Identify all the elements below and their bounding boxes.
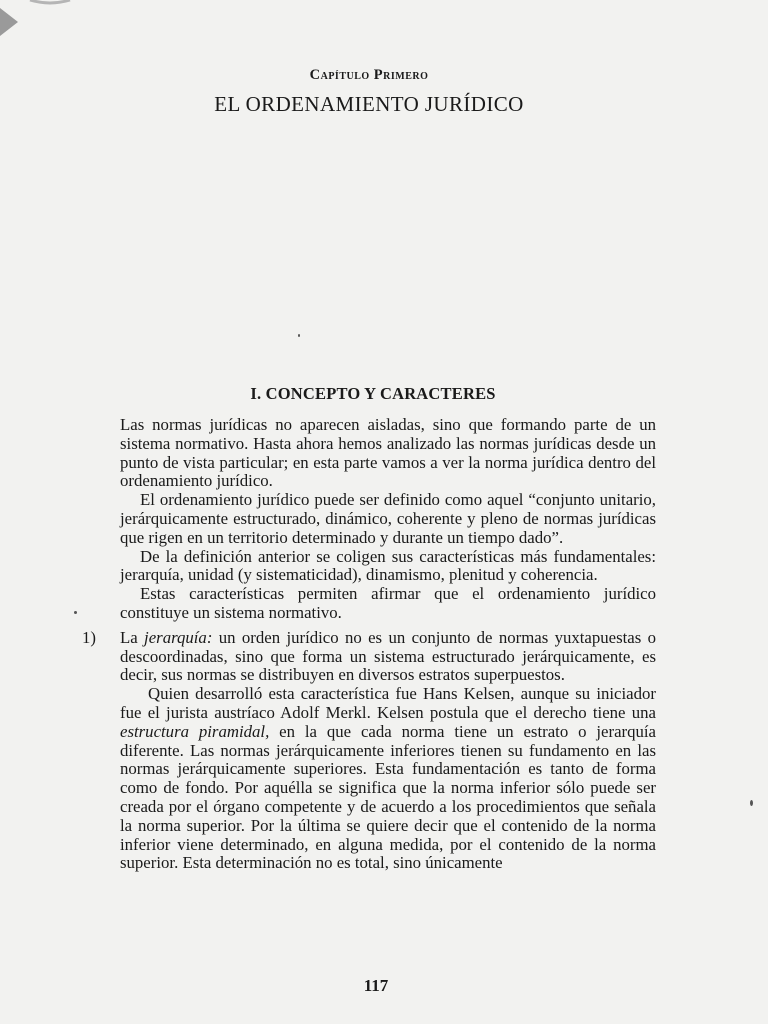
list-item-body <box>120 629 656 873</box>
continuation-text-before: Quien desarrolló esta característica fue Hans Kelsen, aunque su iniciador fue el jurista austríaco Adolf Merkl. Kelsen postula que el derecho tiene una <box>120 684 656 722</box>
paragraph: El ordenamiento jurídico puede ser definido como aquel “conjunto unitario, jerárquicamente estructurado, dinámico, coherente y pleno de normas jurídicas que rigen en un territorio determinado y durante un tiempo dado”. <box>120 490 656 547</box>
continuation-text-after: en la que cada norma tiene un estrato o jerarquía diferente. Las normas jerárquicamente inferiores tienen su fundamento en las normas jerárquicamente superiores. Esta fundamentación es tanto de forma como de fondo. Por aquélla se significa que la norma inferior sólo puede ser creada por el órgano competente y de acuerdo a los procedimientos que señala la norma superior. Por la última se quiere decir que el contenido de la norma inferior viene determinado, en alguna medida, por el contenido de la norma superior. Esta determinación no es total, sino únicamente <box>120 721 656 873</box>
list-item-text: un orden jurídico no es un conjunto de normas yuxtapuestas o descoordinadas, sino que forma un sistema estructurado jerárquicamente, es decir, sus normas se distribuyen en diversos estratos superpuestos. <box>120 627 656 685</box>
list-item-lead: La <box>120 627 145 647</box>
chapter-title: EL ORDENAMIENTO JURÍDICO <box>214 92 524 116</box>
list-item-continuation <box>120 685 656 873</box>
scan-speck <box>750 800 753 806</box>
paragraph: Las normas jurídicas no aparecen aisladas, sino que formando parte de un sistema normativo. Hasta ahora hemos analizado las normas jurídicas desde un punto de vista particular; en esta parte vamos a ver la norma jurídica dentro del ordenamiento jurídico. <box>120 415 656 491</box>
body-text <box>82 415 656 873</box>
page-number: 117 <box>363 976 389 995</box>
chapter-kicker: Capítulo Primero <box>309 67 429 83</box>
section-title: I. CONCEPTO Y CARACTERES <box>250 384 496 403</box>
list-item-number: 1) <box>82 627 96 647</box>
paragraph: De la definición anterior se coligen sus características más fundamentales: jerarquía, unidad (y sistematicidad), dinamismo, plenitud y coherencia. <box>120 546 656 585</box>
list-item <box>82 627 656 873</box>
scan-speck <box>298 334 300 337</box>
list-item-paragraph <box>120 629 656 685</box>
scan-corner-artifact <box>0 0 80 40</box>
list-item-term: jerarquía: <box>144 627 213 647</box>
continuation-emphasis: estructura piramidal, <box>120 721 270 741</box>
paragraph: Estas características permiten afirmar que el ordenamiento jurídico constituye un sistema normativo. <box>120 584 656 622</box>
scan-speck <box>74 611 77 614</box>
